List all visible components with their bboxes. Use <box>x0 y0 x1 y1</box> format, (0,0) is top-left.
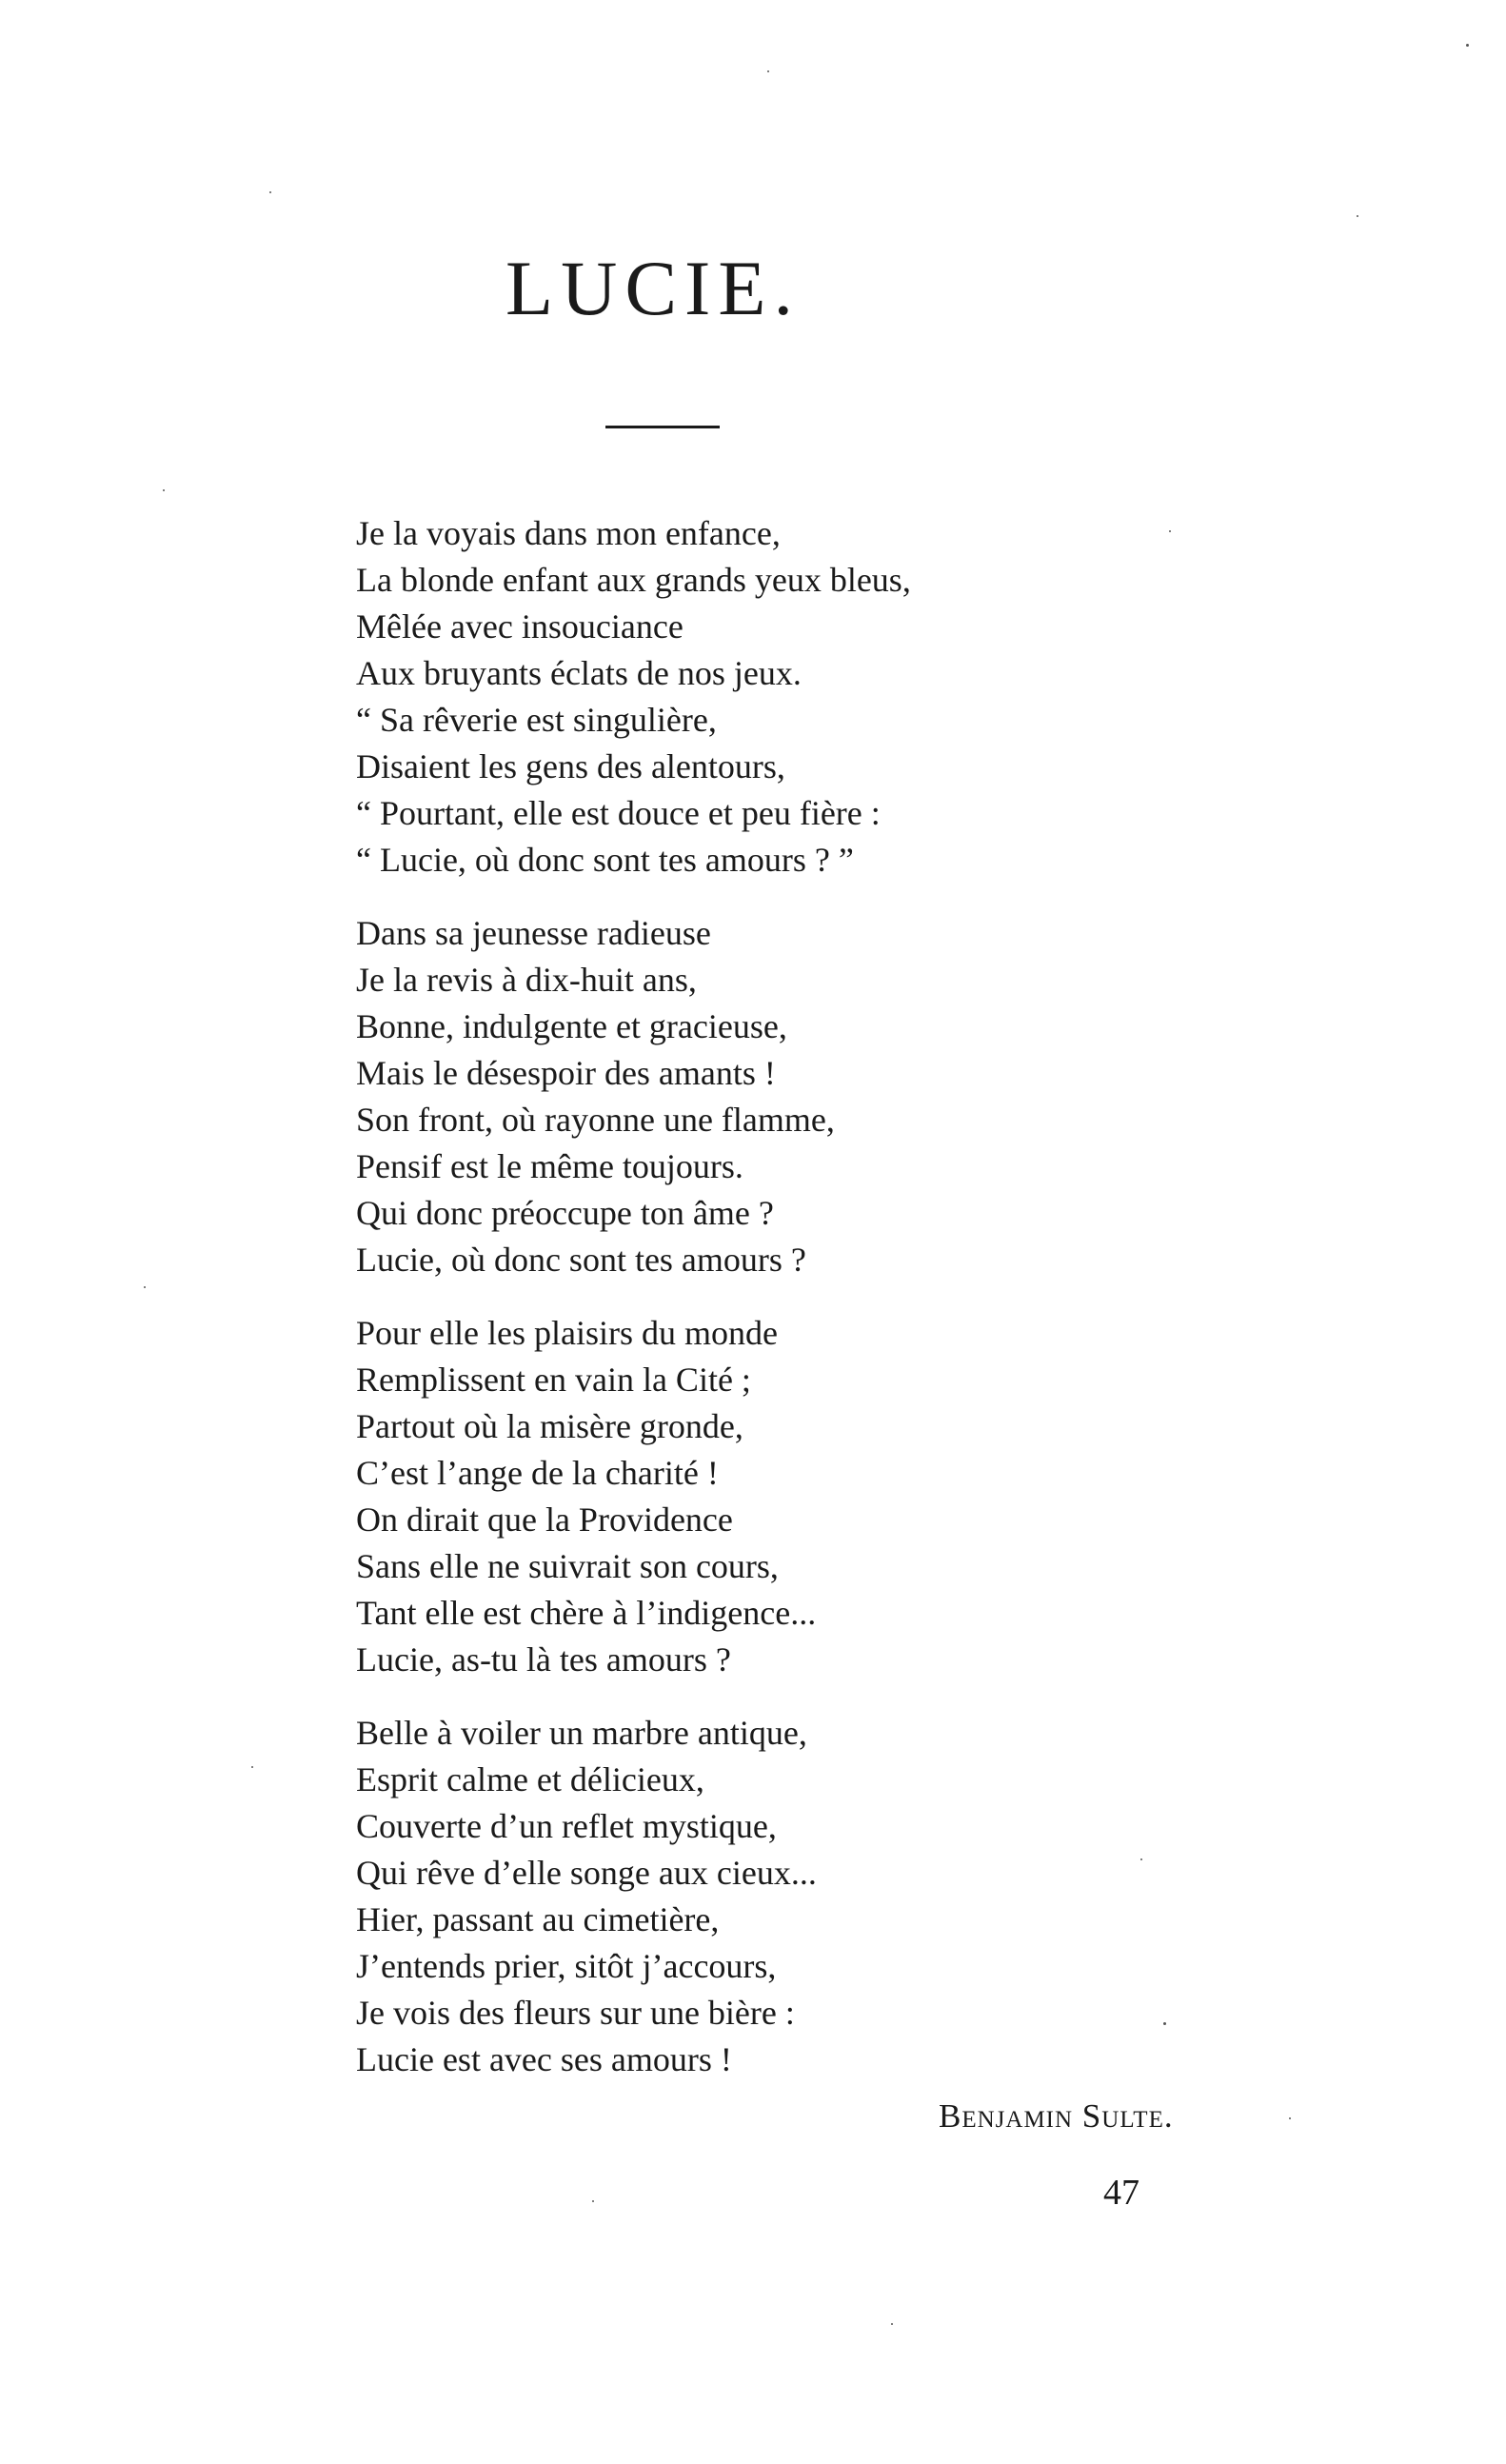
verse-line: Son front, où rayonne une flamme, <box>356 1101 835 1139</box>
verse-line: Belle à voiler un marbre antique, <box>356 1714 807 1752</box>
paper-speck <box>767 70 769 72</box>
paper-speck <box>144 1286 146 1288</box>
verse-line: J’entends prier, sitôt j’accours, <box>356 1947 777 1985</box>
verse-line: Couverte d’un reflet mystique, <box>356 1807 777 1845</box>
verse-line: Je la revis à dix-huit ans, <box>356 961 697 999</box>
verse-line: Partout où la misère gronde, <box>356 1407 743 1445</box>
paper-speck <box>592 2200 594 2202</box>
paper-speck <box>1466 44 1469 47</box>
verse-line: Pour elle les plaisirs du monde <box>356 1314 778 1352</box>
verse-line: Lucie est avec ses amours ! <box>356 2040 732 2078</box>
verse-line: Qui rêve d’elle songe aux cieux... <box>356 1854 817 1892</box>
verse-line: Sans elle ne suivrait son cours, <box>356 1547 779 1585</box>
poem-title: LUCIE. <box>505 245 801 331</box>
verse-line: “ Lucie, où donc sont tes amours ? ” <box>356 841 854 879</box>
verse-line: Qui donc préoccupe ton âme ? <box>356 1194 774 1232</box>
paper-speck <box>1163 2022 1166 2025</box>
paper-speck <box>269 191 271 193</box>
stanza-1 <box>356 510 1080 884</box>
verse-line: Aux bruyants éclats de nos jeux. <box>356 654 802 692</box>
verse-line: Tant elle est chère à l’indigence... <box>356 1594 817 1632</box>
verse-line: La blonde enfant aux grands yeux bleus, <box>356 561 911 599</box>
title-rule-divider <box>605 426 720 428</box>
verse-line: Je la voyais dans mon enfance, <box>356 514 781 552</box>
paper-speck <box>1289 2117 1291 2119</box>
paper-speck <box>1357 215 1358 217</box>
verse-line: Dans sa jeunesse radieuse <box>356 914 711 952</box>
stanza-2 <box>356 910 1080 1283</box>
verse-line: Disaient les gens des alentours, <box>356 747 785 785</box>
verse-line: On dirait que la Providence <box>356 1500 733 1539</box>
verse-line: Mais le désespoir des amants ! <box>356 1054 776 1092</box>
verse-line: Bonne, indulgente et gracieuse, <box>356 1007 787 1045</box>
paper-speck <box>163 489 165 491</box>
verse-line: Lucie, où donc sont tes amours ? <box>356 1241 806 1279</box>
verse-line: “ Sa rêverie est singulière, <box>356 701 717 739</box>
verse-line: C’est l’ange de la charité ! <box>356 1454 719 1492</box>
verse-line: Lucie, as-tu là tes amours ? <box>356 1640 731 1679</box>
verse-line: “ Pourtant, elle est douce et peu fière : <box>356 794 881 832</box>
stanza-4 <box>356 1710 1080 2083</box>
poem-body <box>356 510 1080 2110</box>
paper-speck <box>1140 1858 1142 1860</box>
verse-line: Mêlée avec insouciance <box>356 607 684 646</box>
verse-line: Je vois des fleurs sur une bière : <box>356 1994 795 2032</box>
paper-speck <box>891 2323 893 2325</box>
author-signature: Benjamin Sulte. <box>939 2097 1174 2135</box>
verse-line: Pensif est le même toujours. <box>356 1147 743 1185</box>
verse-line: Hier, passant au cimetière, <box>356 1900 720 1938</box>
paper-speck <box>1169 530 1171 532</box>
paper-speck <box>251 1766 253 1768</box>
page-number: 47 <box>1103 2173 1139 2213</box>
verse-line: Esprit calme et délicieux, <box>356 1760 704 1798</box>
stanza-3 <box>356 1310 1080 1683</box>
verse-line: Remplissent en vain la Cité ; <box>356 1361 751 1399</box>
